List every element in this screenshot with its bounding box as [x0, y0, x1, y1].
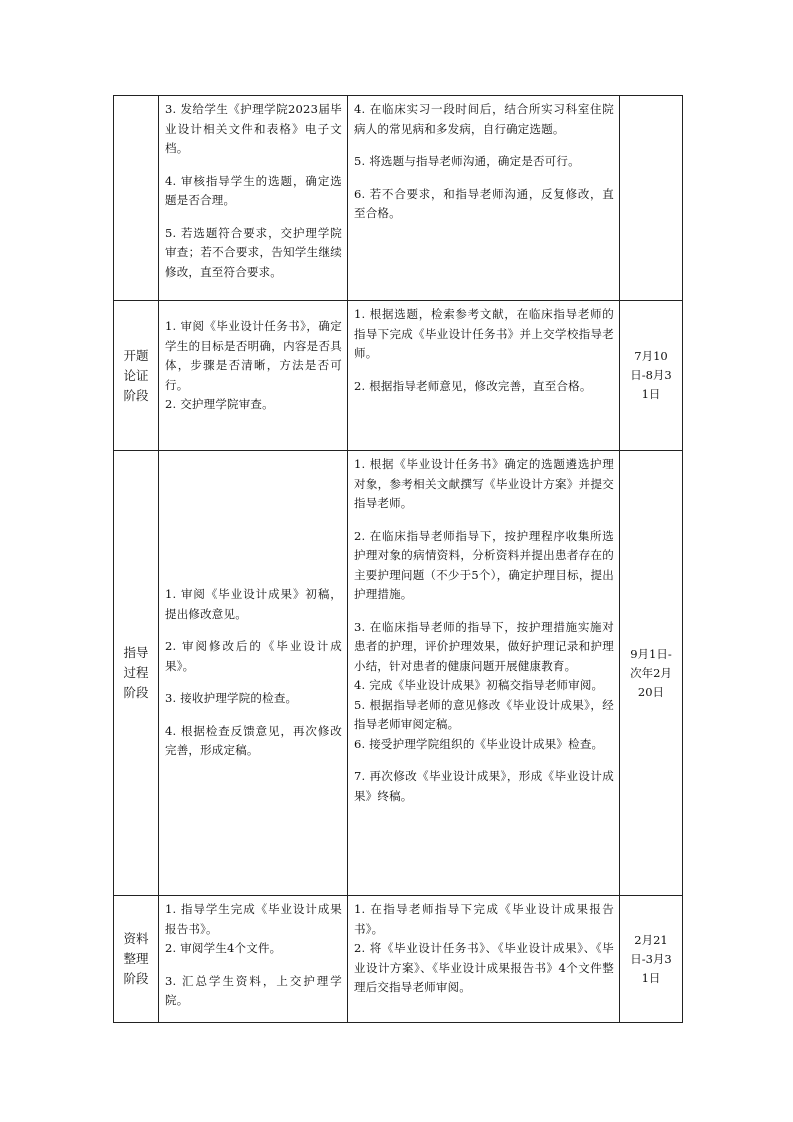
table-row: [114, 896, 683, 1023]
table-row: [114, 96, 683, 301]
student-item: 7. 再次修改《毕业设计成果》，形成《毕业设计成果》终稿。: [354, 769, 614, 803]
teacher-item: 3. 发给学生《护理学院2023届毕业设计相关文件和表格》电子文档。: [165, 102, 342, 155]
stage-cell: [114, 896, 159, 1023]
teacher-item: 4. 审核指导学生的选题，确定选题是否合理。: [165, 173, 342, 207]
time-cell: [620, 896, 683, 1023]
plan-table: [113, 95, 683, 1023]
time-label: 9月1日-次年2月20日: [630, 646, 672, 699]
teacher-cell: [159, 451, 348, 896]
teacher-cell: [159, 96, 348, 301]
stage-label: 资料整理阶段: [123, 931, 149, 986]
teacher-item: 1. 审阅《毕业设计成果》初稿，提出修改意见。: [165, 587, 342, 621]
stage-cell: [114, 96, 159, 301]
time-cell: [620, 301, 683, 451]
student-cell: [348, 96, 620, 301]
student-item: 2. 将《毕业设计任务书》、《毕业设计成果》、《毕业设计方案》、《毕业设计成果报告书》4个文件整理后交指导老师审阅。: [354, 941, 614, 994]
student-item: 2. 在临床指导老师指导下，按护理程序收集所选护理对象的病情资料，分析资料并提出患者存在的主要护理问题（不少于5个），确定护理目标，提出护理措施。: [354, 528, 614, 601]
teacher-cell: [159, 301, 348, 451]
student-item: 1. 根据《毕业设计任务书》确定的选题遴选护理对象，参考相关文献撰写《毕业设计方案》并提交指导老师。: [354, 457, 614, 510]
time-cell: [620, 451, 683, 896]
teacher-item: 5. 若选题符合要求，交护理学院审查；若不合要求，告知学生继续修改，直至符合要求。: [165, 225, 342, 279]
student-item: 1. 在指导老师指导下完成《毕业设计成果报告书》。: [354, 902, 614, 936]
student-item: 5. 根据指导老师的意见修改《毕业设计成果》，经指导老师审阅定稿。: [354, 697, 614, 731]
student-item: 1. 根据选题，检索参考文献，在临床指导老师的指导下完成《毕业设计任务书》并上交学校指导老师。: [354, 307, 614, 360]
time-label: 7月10日-8月31日: [630, 349, 672, 401]
table-row: [114, 451, 683, 896]
student-item: 4. 完成《毕业设计成果》初稿交指导老师审阅。: [354, 678, 604, 692]
student-item: 2. 根据指导老师意见，修改完善，直至合格。: [354, 378, 592, 393]
teacher-item: 4. 根据检查反馈意见，再次修改完善，形成定稿。: [165, 723, 342, 758]
student-cell: [348, 896, 620, 1023]
time-cell: [620, 96, 683, 301]
teacher-item: 1. 审阅《毕业设计任务书》，确定学生的目标是否明确，内容是否具体，步骤是否清晰，方法是否可行。: [165, 319, 342, 392]
stage-cell: [114, 301, 159, 451]
teacher-item: 2. 审阅修改后的《毕业设计成果》。: [165, 639, 342, 673]
teacher-cell: [159, 896, 348, 1023]
student-item: 6. 接受护理学院组织的《毕业设计成果》检查。: [354, 736, 604, 751]
student-item: 5. 将选题与指导老师沟通，确定是否可行。: [354, 154, 580, 168]
student-item: 3. 在临床指导老师的指导下，按护理措施实施对患者的护理，评价护理效果，做好护理记录和护理小结，针对患者的健康问题开展健康教育。: [354, 619, 614, 673]
teacher-item: 2. 审阅学生4个文件。: [165, 941, 282, 955]
teacher-item: 3. 汇总学生资料，上交护理学院。: [165, 973, 342, 1007]
teacher-item: 1. 指导学生完成《毕业设计成果报告书》。: [165, 902, 342, 936]
teacher-item: 2. 交护理学院审查。: [165, 397, 274, 411]
table-row: [114, 301, 683, 451]
stage-label: 指导过程阶段: [123, 645, 149, 700]
stage-cell: [114, 451, 159, 896]
teacher-item: 3. 接收护理学院的检查。: [165, 691, 298, 706]
student-item: 4. 在临床实习一段时间后，结合所实习科室住院病人的常见病和多发病，自行确定选题。: [354, 102, 614, 136]
time-label: 2月21日-3月31日: [630, 932, 672, 985]
student-cell: [348, 301, 620, 451]
student-item: 6. 若不合要求，和指导老师沟通，反复修改，直至合格。: [354, 186, 614, 220]
stage-label: 开题论证阶段: [123, 347, 149, 403]
student-cell: [348, 451, 620, 896]
